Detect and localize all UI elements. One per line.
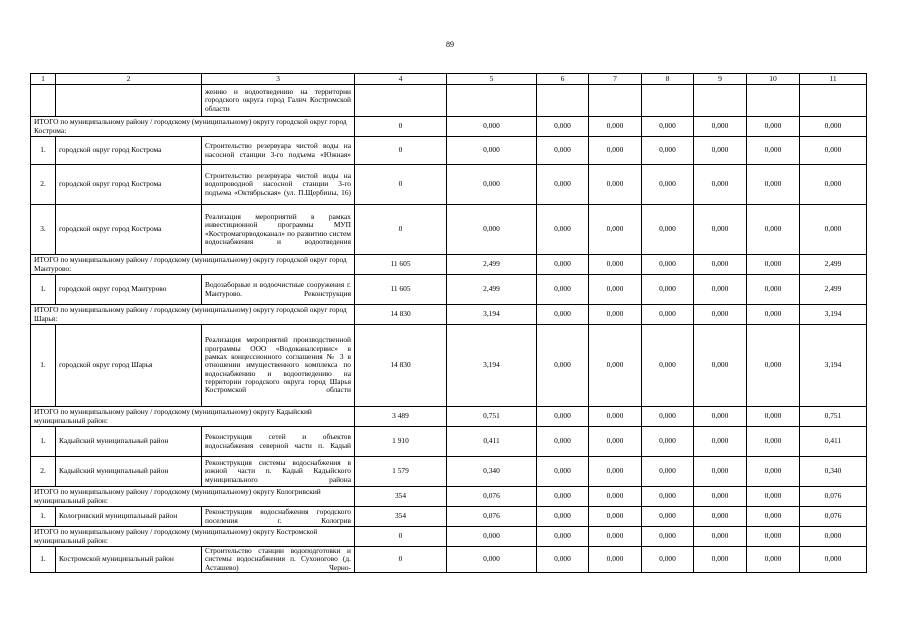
column-number-row [31, 74, 867, 85]
value-cell: 0,000 [537, 165, 589, 205]
municipality-name: городской округ город Кострома [56, 205, 202, 255]
value-cell: 1 579 [355, 457, 447, 487]
value-cell: 0,000 [537, 275, 589, 305]
project-description: Реализация мероприятий в рамках инвестиционной программы МУП «Костромагорводоканал» по развитию систем водоснабжения и водоотведения [202, 205, 355, 255]
value-cell [694, 85, 747, 117]
value-cell: 0 [355, 205, 447, 255]
value-cell: 0,000 [747, 325, 800, 407]
project-description: Водозаборные и водоочистные сооружения г. Мантурово. Реконструкция [202, 275, 355, 305]
value-cell: 0,000 [694, 255, 747, 275]
value-cell: 0,000 [694, 165, 747, 205]
value-cell: 0,000 [642, 457, 694, 487]
municipality-name: городской округ город Мантурово [56, 275, 202, 305]
value-cell: 0,000 [537, 407, 589, 427]
value-cell: 0,000 [642, 487, 694, 507]
total-row [31, 305, 867, 325]
value-cell: 3,194 [447, 325, 537, 407]
value-cell: 0,000 [537, 427, 589, 457]
value-cell: 0,751 [447, 407, 537, 427]
value-cell: 0,000 [642, 547, 694, 573]
table-row [31, 325, 867, 407]
column-number: 11 [800, 74, 867, 85]
project-description: жению и водоотведению на территории городского округа город Галич Костромской области [202, 85, 355, 117]
value-cell: 0,000 [589, 507, 642, 527]
row-number: 1. [31, 427, 56, 457]
value-cell [642, 85, 694, 117]
row-number: 2. [31, 165, 56, 205]
value-cell: 0 [355, 547, 447, 573]
value-cell: 0,000 [447, 205, 537, 255]
value-cell: 0 [355, 137, 447, 165]
total-row [31, 117, 867, 137]
value-cell: 0,000 [589, 547, 642, 573]
value-cell: 0,000 [537, 117, 589, 137]
value-cell: 2,499 [800, 275, 867, 305]
project-description: Реализация мероприятий производственной программы ООО «Водоканалсервис» в рамках концессионного соглашения № 3 в отношении имущественного комплекса по водоснабжению и водоотведению на территории городского округа город Шарья Костромской области [202, 325, 355, 407]
value-cell: 0,000 [589, 117, 642, 137]
value-cell: 0,000 [537, 487, 589, 507]
value-cell: 0,000 [747, 407, 800, 427]
value-cell: 0,000 [642, 137, 694, 165]
value-cell: 0,000 [747, 507, 800, 527]
value-cell: 0,340 [800, 457, 867, 487]
value-cell: 0,000 [447, 165, 537, 205]
value-cell [589, 85, 642, 117]
value-cell: 0,000 [747, 137, 800, 165]
value-cell: 0,000 [694, 305, 747, 325]
row-number: 1. [31, 547, 56, 573]
value-cell [447, 85, 537, 117]
value-cell: 0,000 [642, 507, 694, 527]
value-cell: 0 [355, 117, 447, 137]
value-cell: 0,000 [537, 137, 589, 165]
value-cell [800, 85, 867, 117]
value-cell: 0,000 [589, 487, 642, 507]
column-number: 7 [589, 74, 642, 85]
project-description: Строительство резервуара чистой воды на водопроводной насосной станции 3-го подъема «Октябрьская» (ул. П.Щербины, 16) [202, 165, 355, 205]
value-cell: 0,340 [447, 457, 537, 487]
value-cell: 0,000 [747, 117, 800, 137]
table-row [31, 85, 867, 117]
value-cell: 14 830 [355, 305, 447, 325]
total-label: ИТОГО по муниципальному району / городскому (муниципальному) округу Костромской муниципальный район: [31, 527, 355, 547]
value-cell: 0,000 [642, 275, 694, 305]
value-cell: 0,000 [800, 165, 867, 205]
value-cell: 0,000 [694, 547, 747, 573]
value-cell: 0,000 [447, 137, 537, 165]
value-cell: 0,000 [447, 547, 537, 573]
empty-cell [31, 85, 56, 117]
value-cell [355, 85, 447, 117]
value-cell: 354 [355, 487, 447, 507]
table-row [31, 507, 867, 527]
total-label: ИТОГО по муниципальному району / городскому (муниципальному) округу городской округ город Мантурово: [31, 255, 355, 275]
value-cell: 0,000 [642, 527, 694, 547]
municipality-name: городской округ город Кострома [56, 165, 202, 205]
column-number: 3 [202, 74, 355, 85]
empty-cell [56, 85, 202, 117]
total-label: ИТОГО по муниципальному району / городскому (муниципальному) округу городской округ город Шарья: [31, 305, 355, 325]
total-label: ИТОГО по муниципальному району / городскому (муниципальному) округу Кадыйский муниципальный район: [31, 407, 355, 427]
total-row [31, 487, 867, 507]
table-row [31, 427, 867, 457]
value-cell: 0,076 [447, 487, 537, 507]
value-cell: 0,000 [589, 165, 642, 205]
value-cell: 0,411 [800, 427, 867, 457]
value-cell: 0,000 [747, 547, 800, 573]
value-cell: 0,000 [747, 275, 800, 305]
value-cell: 2,499 [447, 255, 537, 275]
value-cell: 0,000 [694, 325, 747, 407]
municipality-name: Кадыйский муниципальный район [56, 427, 202, 457]
value-cell: 0,000 [747, 457, 800, 487]
value-cell: 0,000 [800, 117, 867, 137]
column-number: 1 [31, 74, 56, 85]
value-cell: 0,000 [694, 507, 747, 527]
value-cell: 0 [355, 527, 447, 547]
value-cell: 0,000 [747, 427, 800, 457]
value-cell: 0,000 [642, 165, 694, 205]
value-cell: 0,000 [447, 117, 537, 137]
value-cell: 0,000 [589, 137, 642, 165]
value-cell: 0,000 [589, 325, 642, 407]
value-cell: 0,076 [447, 507, 537, 527]
value-cell: 0,000 [642, 117, 694, 137]
value-cell: 0,000 [747, 487, 800, 507]
value-cell: 0,000 [589, 457, 642, 487]
value-cell: 0,000 [537, 305, 589, 325]
column-number: 5 [447, 74, 537, 85]
value-cell: 0,000 [694, 427, 747, 457]
total-row [31, 527, 867, 547]
value-cell: 0,000 [800, 205, 867, 255]
table-row [31, 165, 867, 205]
municipality-name: городской округ город Кострома [56, 137, 202, 165]
value-cell: 0,000 [747, 255, 800, 275]
value-cell: 0,000 [537, 255, 589, 275]
value-cell: 0,000 [642, 427, 694, 457]
table-row [31, 137, 867, 165]
row-number: 2. [31, 457, 56, 487]
value-cell: 0,000 [800, 137, 867, 165]
project-description: Реконструкция водоснабжения городского поселения г. Кологрив [202, 507, 355, 527]
value-cell: 1 910 [355, 427, 447, 457]
page-number: 89 [446, 40, 454, 49]
table-row [31, 275, 867, 305]
column-number: 10 [747, 74, 800, 85]
value-cell [747, 85, 800, 117]
table-row [31, 457, 867, 487]
value-cell: 0 [355, 165, 447, 205]
value-cell: 3,194 [447, 305, 537, 325]
value-cell: 354 [355, 507, 447, 527]
value-cell: 2,499 [447, 275, 537, 305]
value-cell [537, 85, 589, 117]
value-cell: 3 489 [355, 407, 447, 427]
value-cell: 0,000 [694, 527, 747, 547]
municipality-name: Кадыйский муниципальный район [56, 457, 202, 487]
row-number: 3. [31, 205, 56, 255]
value-cell: 0,000 [537, 205, 589, 255]
project-description: Реконструкция системы водоснабжения в южной части п. Кадый Кадыйского муниципального района [202, 457, 355, 487]
municipality-name: городской округ город Шарья [56, 325, 202, 407]
value-cell: 0,000 [537, 527, 589, 547]
value-cell: 0,000 [537, 507, 589, 527]
value-cell: 0,076 [800, 507, 867, 527]
value-cell: 0,000 [642, 205, 694, 255]
value-cell: 0,000 [694, 117, 747, 137]
project-description: Строительство резервуара чистой воды на насосной станции 3-го подъема «Южная» [202, 137, 355, 165]
value-cell: 0,000 [747, 305, 800, 325]
table-row [31, 547, 867, 573]
column-number: 8 [642, 74, 694, 85]
project-description: Строительство станции водоподготовки и системы водоснабжения п. Сухоногово (д. Асташево) Черно- [202, 547, 355, 573]
value-cell: 0,000 [642, 325, 694, 407]
municipality-name: Костромской муниципальный район [56, 547, 202, 573]
value-cell: 0,000 [694, 275, 747, 305]
value-cell: 2,499 [800, 255, 867, 275]
project-description: Реконструкция сетей и объектов водоснабжения северной части п. Кадый [202, 427, 355, 457]
value-cell: 0,000 [694, 457, 747, 487]
value-cell: 0,000 [747, 205, 800, 255]
total-label: ИТОГО по муниципальному району / городскому (муниципальному) округу Кологривский муниципальный район: [31, 487, 355, 507]
value-cell: 0,000 [537, 457, 589, 487]
table-row [31, 205, 867, 255]
total-row [31, 407, 867, 427]
value-cell: 14 830 [355, 325, 447, 407]
row-number: 1. [31, 507, 56, 527]
column-number: 6 [537, 74, 589, 85]
value-cell: 0,000 [694, 487, 747, 507]
value-cell: 0,076 [800, 487, 867, 507]
value-cell: 0,000 [589, 407, 642, 427]
value-cell: 0,000 [447, 527, 537, 547]
value-cell: 0,000 [642, 305, 694, 325]
value-cell: 0,751 [800, 407, 867, 427]
value-cell: 0,000 [589, 527, 642, 547]
investment-table [30, 73, 867, 573]
value-cell: 0,000 [747, 165, 800, 205]
row-number: 1. [31, 275, 56, 305]
value-cell: 0,000 [800, 527, 867, 547]
value-cell: 0,000 [537, 547, 589, 573]
value-cell: 3,194 [800, 325, 867, 407]
value-cell: 0,000 [589, 275, 642, 305]
column-number: 4 [355, 74, 447, 85]
column-number: 2 [56, 74, 202, 85]
value-cell: 0,000 [694, 205, 747, 255]
value-cell: 0,000 [589, 427, 642, 457]
value-cell: 0,000 [537, 325, 589, 407]
value-cell: 3,194 [800, 305, 867, 325]
value-cell: 0,000 [694, 137, 747, 165]
total-label: ИТОГО по муниципальному району / городскому (муниципальному) округу городской округ город Кострома: [31, 117, 355, 137]
total-row [31, 255, 867, 275]
value-cell: 0,000 [642, 255, 694, 275]
value-cell: 11 605 [355, 275, 447, 305]
value-cell: 0,000 [694, 407, 747, 427]
value-cell: 0,000 [589, 255, 642, 275]
value-cell: 0,000 [800, 547, 867, 573]
row-number: 1. [31, 325, 56, 407]
value-cell: 11 605 [355, 255, 447, 275]
value-cell: 0,000 [642, 407, 694, 427]
value-cell: 0,000 [589, 305, 642, 325]
value-cell: 0,000 [589, 205, 642, 255]
value-cell: 0,000 [747, 527, 800, 547]
column-number: 9 [694, 74, 747, 85]
municipality-name: Кологривский муниципальный район [56, 507, 202, 527]
row-number: 1. [31, 137, 56, 165]
value-cell: 0,411 [447, 427, 537, 457]
